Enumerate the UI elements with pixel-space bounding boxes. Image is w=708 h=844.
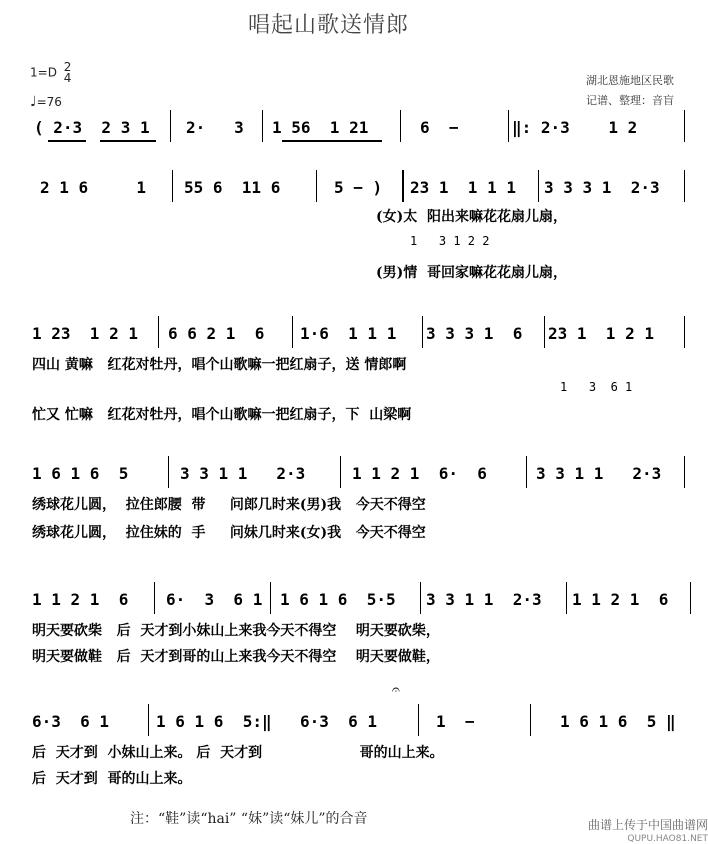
underline (100, 140, 156, 142)
bar-line (418, 704, 419, 736)
lyric-line: 后 天才到 哥的山上来。 (32, 771, 192, 787)
score-row-5 (0, 590, 708, 665)
fermata-icon: 𝄐 (392, 682, 400, 698)
bar-line (690, 582, 691, 614)
lyric-line: 后 天才到 小妹山上来。 后 天才到 哥的山上来。 (32, 745, 444, 761)
measure: 3 3 1 1 2·3 (536, 464, 662, 483)
alt-notes: 1 3 1 2 2 (410, 234, 490, 248)
measure: 1 1 2 1 6 (32, 590, 129, 609)
measure: 23 1 1 1 1 (410, 178, 516, 197)
bar-line (402, 170, 404, 202)
measure: 6· 3 6 1 (166, 590, 263, 609)
bar-line (530, 704, 531, 736)
bar-line (544, 316, 545, 348)
bar-line (154, 582, 155, 614)
bar-line (158, 316, 159, 348)
measure: 3 3 3 1 2·3 (544, 178, 660, 197)
page-title: 唱起山歌送情郎 (248, 13, 410, 38)
time-numerator: 2 (63, 60, 72, 74)
measure: 1 1 2 1 6· 6 (352, 464, 487, 483)
measure: 5 − ) (334, 178, 383, 197)
time-signature (64, 62, 72, 84)
bar-line (262, 110, 263, 142)
alt-notes: 1 3 6 1 (560, 380, 633, 394)
lyric-line: 忙又 忙嘛 红花对牡丹，唱个山歌嘛一把红扇子，下 山梁啊 (32, 407, 412, 423)
bar-line (420, 582, 421, 614)
tempo-value: =76 (36, 95, 62, 109)
key-signature (30, 62, 71, 84)
underline (48, 140, 86, 142)
bar-line (684, 110, 685, 142)
bar-line (148, 704, 149, 736)
time-denominator: 4 (63, 71, 72, 85)
measure: 6 6 2 1 6 (168, 324, 265, 343)
lyric-line: 绣球花儿圆， 拉住郎腰 带 问郎几时来(男)我 今天不得空 (32, 497, 426, 513)
score-row-1 (0, 118, 708, 158)
measure: 3 3 1 1 2·3 (426, 590, 542, 609)
song-arranger: 记谱、整理：音盲 (586, 94, 674, 107)
measure: 2 1 6 1 (40, 178, 146, 197)
bar-line (508, 110, 509, 142)
score-row-4 (0, 464, 708, 541)
bar-line (316, 170, 317, 202)
site-url: QUPU.HAO81.NET (627, 834, 708, 844)
footnote: 注：“鞋”读“hai” “妹”读“妹儿”的合音 (130, 811, 368, 827)
measure: ‖: 2·3 1 2 (512, 118, 638, 137)
bar-line (168, 456, 169, 488)
measure: 6·3 6 1 (300, 712, 378, 731)
quarter-note-icon: ♩ (30, 94, 37, 110)
bar-line (422, 316, 423, 348)
site-credit: 曲谱上传于中国曲谱网 (587, 818, 708, 832)
lyric-line: (女)太 阳出来嘛花花扇儿扇， (376, 209, 567, 225)
measure: 1 23 1 2 1 (32, 324, 138, 343)
lyric-line: 绣球花儿圆， 拉住妹的 手 问妹几时来(女)我 今天不得空 (32, 525, 426, 541)
measure: 1 6 1 6 5 (32, 464, 129, 483)
bar-line (400, 110, 401, 142)
bar-line (684, 456, 685, 488)
lyric-line: (男)情 哥回家嘛花花扇儿扇， (376, 265, 567, 281)
bar-line (340, 456, 341, 488)
bar-line (566, 582, 567, 614)
bar-line (270, 582, 271, 614)
score-row-6 (0, 682, 708, 787)
lyric-line: 四山 黄嘛 红花对牡丹，唱个山歌嘛一把红扇子，送 情郎啊 (32, 357, 407, 373)
measure: 1 − (436, 712, 475, 731)
measure: 6·3 6 1 (32, 712, 110, 731)
lyric-line: 明天要做鞋 后 天才到哥的山上来我今天不得空 明天要做鞋， (32, 649, 440, 665)
measure: 55 6 11 6 (184, 178, 281, 197)
bar-line (172, 170, 173, 202)
key-label: 1=D (30, 65, 57, 80)
measure: 1 6 1 6 5·5 (280, 590, 396, 609)
measure: 1 6 1 6 5 ‖ (560, 712, 676, 731)
measure: 2· 3 (186, 118, 244, 137)
bar-line (684, 316, 685, 348)
measure: 6 − (420, 118, 459, 137)
score-row-3 (0, 324, 708, 423)
song-origin: 湖北恩施地区民歌 (586, 74, 674, 87)
measure: 23 1 1 2 1 (548, 324, 654, 343)
score-row-2 (0, 178, 708, 281)
bar-line (684, 170, 685, 202)
bar-line (292, 316, 293, 348)
measure: ( 2·3 2 3 1 (34, 118, 150, 137)
measure: 1·6 1 1 1 (300, 324, 397, 343)
tempo-marking (30, 94, 62, 110)
measure: 1 1 2 1 6 (572, 590, 669, 609)
underline (282, 140, 382, 142)
measure: 1 6 1 6 5:‖ (156, 712, 272, 731)
measure: 3 3 1 1 2·3 (180, 464, 306, 483)
lyric-line: 明天要砍柴 后 天才到小妹山上来我今天不得空 明天要砍柴， (32, 623, 440, 639)
bar-line (170, 110, 171, 142)
measure: 1 56 1 21 (272, 118, 369, 137)
measure: 3 3 3 1 6 (426, 324, 523, 343)
bar-line (538, 170, 539, 202)
bar-line (526, 456, 527, 488)
